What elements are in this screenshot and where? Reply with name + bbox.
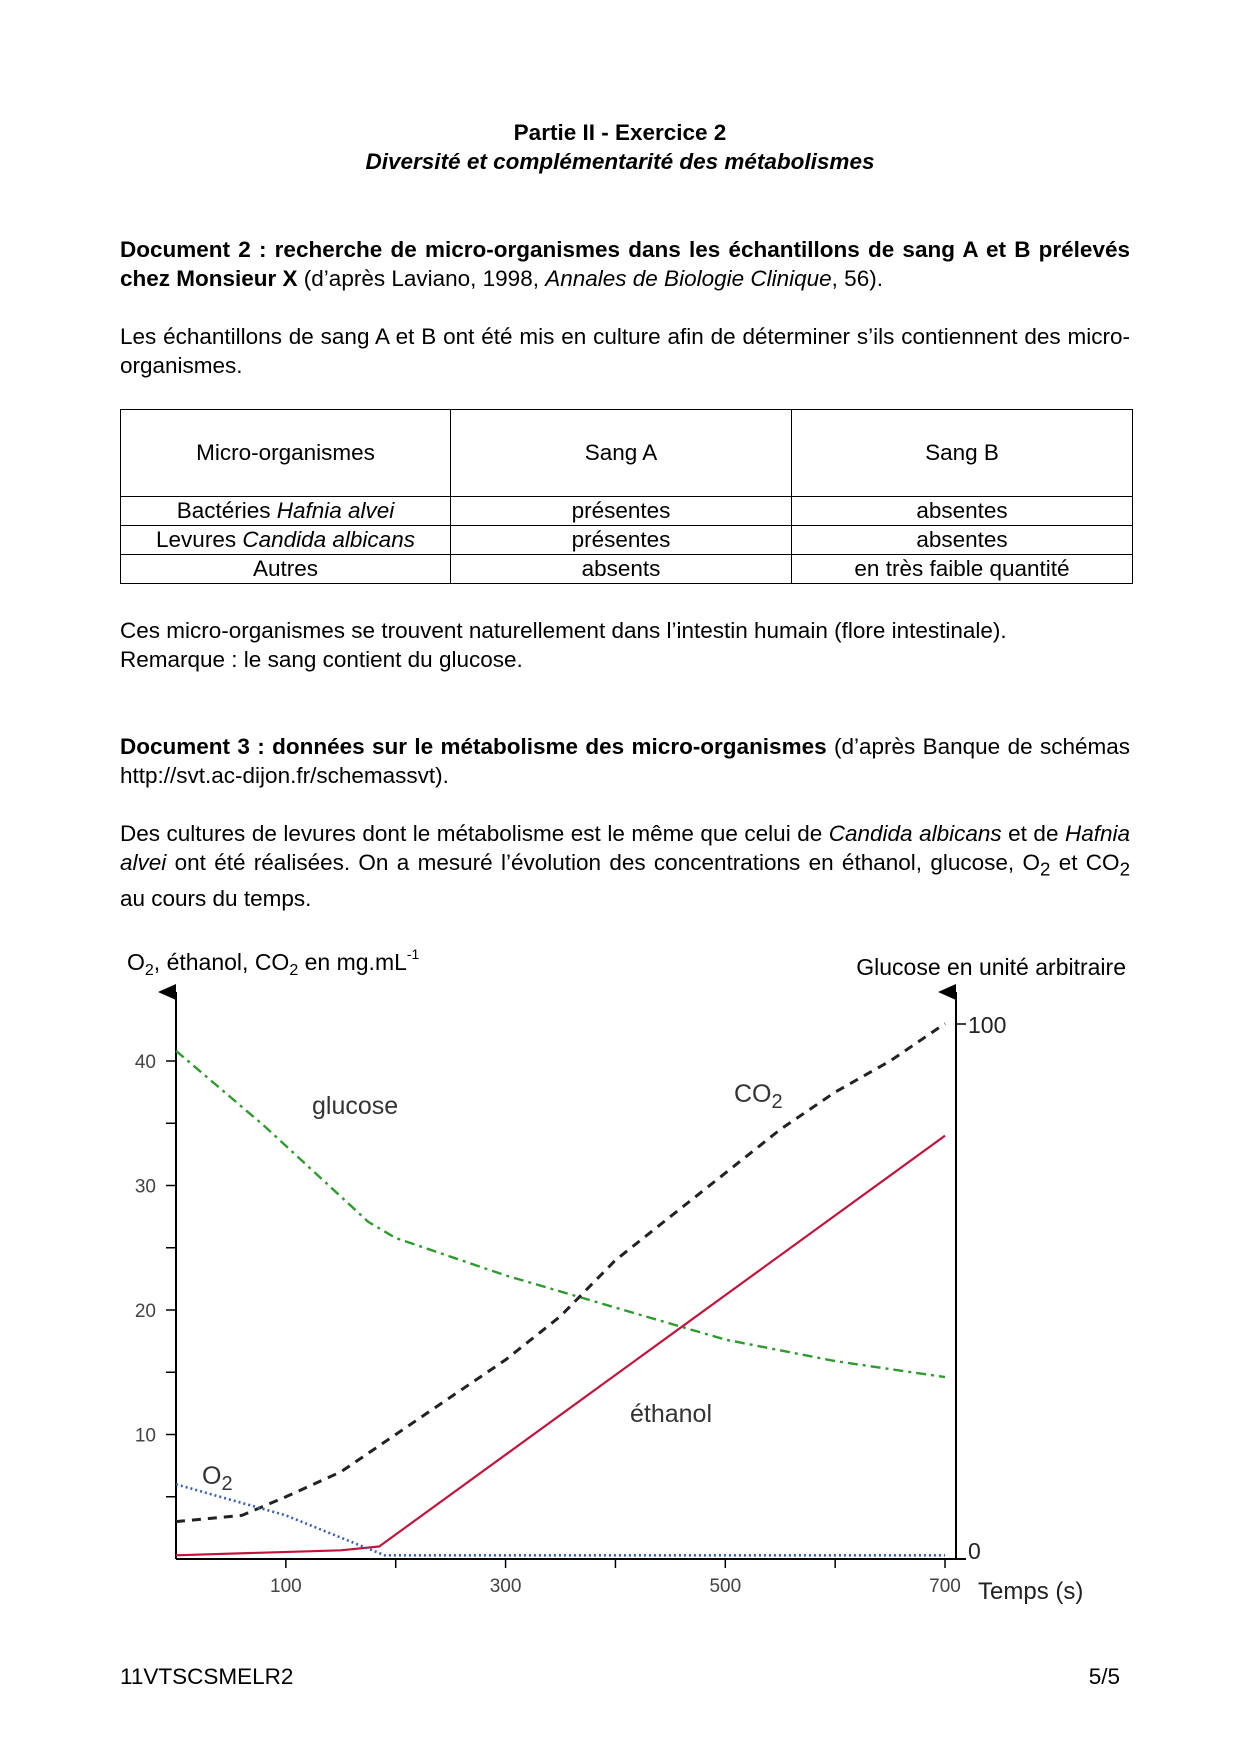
exercise-title: Partie II - Exercice 2 <box>513 120 727 145</box>
doc2-note-glucose: Remarque : le sang contient du glucose. <box>120 647 523 672</box>
table-cell-sang-b: absentes <box>792 526 1133 555</box>
doc2-journal: Annales de Biologie Clinique <box>545 266 832 291</box>
footer-code: 11VTSCSMELR2 <box>120 1664 294 1689</box>
doc2-intro: Les échantillons de sang A et B ont été mis en culture afin de déterminer s’ils contiennent des micro-organismes. <box>120 324 1130 378</box>
left-y-tick-label: 30 <box>134 1176 156 1198</box>
doc3-text: et de <box>1001 821 1065 846</box>
organism-type: Levures <box>156 527 243 552</box>
x-axis-label: Temps (s) <box>978 1578 1084 1605</box>
left-y-tick-label: 40 <box>134 1052 156 1073</box>
doc2-source-end: , 56). <box>831 266 883 291</box>
table-row <box>121 526 1133 555</box>
table-cell-organism <box>121 555 451 584</box>
series-label-glucose: glucose <box>312 1092 399 1120</box>
organism-type: Bactéries <box>176 498 277 523</box>
x-tick-label: 700 <box>929 1576 961 1597</box>
x-tick-label: 300 <box>489 1576 522 1597</box>
right-y-tick-label: 0 <box>968 1538 981 1564</box>
right-y-tick-label: 100 <box>968 1012 1007 1038</box>
series-label-CO2: $CO_2$ <box>734 1080 783 1113</box>
doc3-text: Des cultures de levures dont le métabolisme est le même que celui de <box>120 821 829 846</box>
table-row <box>121 497 1133 526</box>
table-cell-organism <box>121 526 451 555</box>
table-cell-sang-a: absents <box>451 555 792 584</box>
doc3-source: (d’après Banque de schémas http://svt.ac-dijon.fr/schemassvt). <box>120 734 1130 788</box>
series-line-CO2 <box>176 1024 945 1522</box>
organism-species: Hafnia alvei <box>276 498 395 523</box>
doc3-subscript: 2 <box>1119 858 1130 880</box>
series-line-ethanol <box>176 1136 945 1556</box>
doc3-species: Candida albicans <box>828 821 1002 846</box>
table-cell-sang-a: présentes <box>451 526 792 555</box>
doc2-source: (d’après Laviano, 1998, <box>297 266 546 291</box>
doc3-body <box>120 819 1130 913</box>
table-cell-sang-b: en très faible quantité <box>792 555 1133 584</box>
series-line-glucose <box>176 1051 945 1377</box>
doc3-text: ont été réalisées. On a mesuré l’évolution des concentrations en éthanol, glucose, O <box>166 850 1040 875</box>
doc2-heading-title: Document 2 : recherche de micro-organismes dans les échantillons de sang A et B prélevés chez Monsieur X <box>120 237 1130 291</box>
doc3-heading <box>120 732 1130 790</box>
doc3-subscript: 2 <box>1039 858 1051 880</box>
x-tick-label: 100 <box>270 1576 302 1597</box>
right-axis-label: Glucose en unité arbitraire <box>856 954 1126 980</box>
table-header-cell: Sang A <box>451 410 792 497</box>
doc3-species: Hafnia alvei <box>120 821 1131 875</box>
series-label-ethanol: éthanol <box>630 1400 713 1428</box>
x-tick-label: 500 <box>709 1576 742 1597</box>
table-header-row <box>121 410 1133 497</box>
micro-organisms-table <box>120 409 1133 584</box>
table-cell-organism <box>121 497 451 526</box>
doc2-heading <box>120 235 1130 293</box>
left-y-tick-label: 20 <box>134 1301 156 1322</box>
table-cell-sang-a: présentes <box>451 497 792 526</box>
doc3-text: au cours du temps. <box>120 885 312 911</box>
table-header-cell: Sang B <box>792 410 1133 497</box>
table-header-cell: Micro-organismes <box>121 410 451 497</box>
footer-page: 5/5 <box>1088 1664 1120 1689</box>
left-axis-label: $O_2$, éthanol, $CO_2$ en $mg.mL^{-1}$ <box>127 946 420 979</box>
table-cell-sang-b: absentes <box>792 497 1133 526</box>
left-y-tick-label: 10 <box>134 1425 156 1447</box>
series-label-O2: $O_2$ <box>202 1462 233 1495</box>
table-row <box>121 555 1133 584</box>
organism-species: Candida albicans <box>242 527 415 552</box>
doc3-text: et CO <box>1050 850 1120 875</box>
doc2-note-flora: Ces micro-organismes se trouvent naturellement dans l’intestin humain (flore intestinale). <box>120 618 1007 643</box>
exercise-subtitle: Diversité et complémentarité des métabolismes <box>365 149 875 174</box>
metabolism-chart <box>0 930 1240 1610</box>
doc3-heading-title: Document 3 : données sur le métabolisme des micro-organismes <box>120 734 827 759</box>
organism-type: Autres <box>252 556 319 581</box>
